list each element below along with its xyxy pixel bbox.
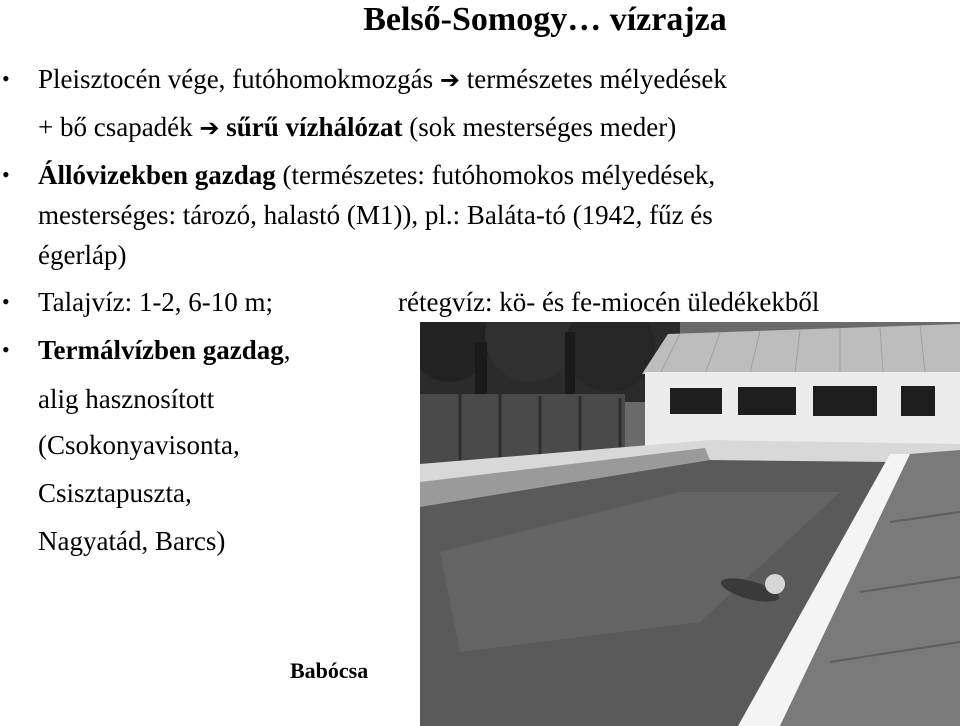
bullet-1-line-2-b: sűrű vízhálózat [226,112,403,142]
bullet-1-line-2 [38,110,676,145]
bullet-dot-icon: • [2,162,10,187]
bullet-4-line-2: alig hasznosított [38,384,215,414]
bullet-4-comma: , [283,335,291,365]
bullet-1-line-1 [38,62,727,97]
bullet-2-rest: (természetes: futóhomokos mélyedések, [282,160,716,190]
right-arrow-icon: ➔ [199,114,220,142]
bullet-1-line-2-a: + bő csapadék [38,112,193,142]
bullet-dot-icon: • [2,289,10,314]
photo-caption: Babócsa [290,658,369,683]
bullet-dot-icon: • [2,66,10,91]
bullet-4-line-4: Csisztapuszta, [38,478,192,508]
bullet-4-line-1 [38,333,291,367]
pool-photo [420,322,960,726]
bullet-2-line-1 [38,158,715,192]
bullet-1-part-2: természetes mélyedések [466,64,727,94]
bullet-4-line-5: Nagyatád, Barcs) [38,526,226,556]
right-arrow-icon: ➔ [439,66,461,94]
bullet-2-line-3: égerláp) [38,240,127,270]
bullet-2-bold: Állóvizekben gazdag [38,160,276,190]
bullet-4-line-3: (Csokonyavisonta, [38,430,240,460]
bullet-1-part-1: Pleisztocén vége, futóhomokmozgás [38,64,434,94]
bullet-dot-icon: • [2,337,10,362]
bullet-3-part-2: rétegvíz: kö- és fe-miocén üledékekből [398,287,820,317]
bullet-4-bold: Termálvízben gazdag [38,335,284,365]
bullet-3-part-1: Talajvíz: 1-2, 6-10 m; [38,287,274,317]
bullet-2-line-2: mesterséges: tározó, halastó (M1)), pl.: Baláta-tó (1942, fűz és [38,200,713,230]
bullet-1-line-2-c: (sok mesterséges meder) [409,112,677,142]
slide-title: Belső-Somogy… vízrajza [363,1,727,38]
